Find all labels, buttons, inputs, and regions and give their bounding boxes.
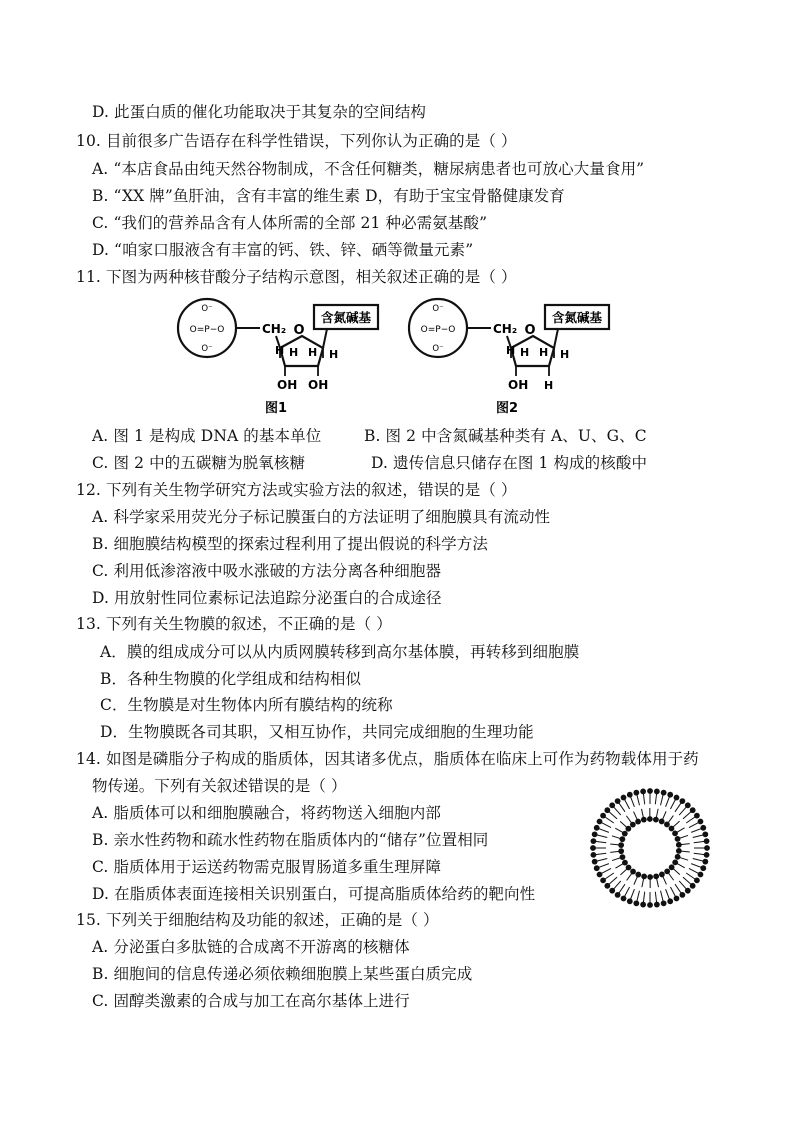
q14-option-d: D. 在脂质体表面连接相关识别蛋白，可提高脂质体给药的靶向性: [92, 885, 536, 903]
q10-option-b: B. “XX 牌”鱼肝油，含有丰富的维生素 D，有助于宝宝骨骼健康发育: [92, 187, 565, 205]
q15-option-c: C. 固醇类激素的合成与加工在高尔基体上进行: [92, 992, 410, 1010]
inner-phospholipid-head: [664, 868, 670, 874]
nucleotide-figure-2: [409, 299, 609, 416]
outer-phospholipid-head: [615, 798, 621, 804]
q15-stem: 15. 下列关于细胞结构及功能的叙述，正确的是（ ）: [76, 911, 439, 929]
outer-phospholipid-head: [647, 788, 653, 794]
inner-phospholipid-head: [653, 873, 659, 879]
inner-phospholipid-head: [672, 830, 678, 836]
inner-phospholipid-head: [675, 836, 681, 842]
inner-phospholipid-head: [676, 842, 682, 848]
inner-phospholipid-head: [675, 854, 681, 860]
outer-phospholipid-head: [592, 831, 598, 837]
outer-phospholipid-head: [592, 859, 598, 865]
q11-stem: 11. 下图为两种核苷酸分子结构示意图，相关叙述正确的是（ ）: [76, 268, 517, 286]
q14-option-a: A. 脂质体可以和细胞膜融合，将药物送入细胞内部: [92, 804, 441, 822]
outer-phospholipid-head: [685, 802, 691, 808]
outer-phospholipid-head: [704, 838, 710, 844]
outer-phospholipid-head: [591, 852, 597, 858]
q15-option-b: B. 细胞间的信息传递必须依赖细胞膜上某些蛋白质完成: [92, 965, 473, 983]
nucleotide-figure: [176, 296, 622, 420]
inner-phospholipid-head: [659, 872, 665, 878]
q13-stem: 13. 下列有关生物膜的叙述，不正确的是（ ）: [76, 615, 392, 633]
inner-phospholipid-head: [669, 864, 675, 870]
outer-phospholipid-head: [594, 865, 600, 871]
q10-option-a: A. “本店食品由纯天然谷物制成，不含任何糖类，糖尿病患者也可放心大量食用”: [92, 160, 645, 178]
outer-phospholipid-head: [700, 865, 706, 871]
q13-option-c: C．生物膜是对生物体内所有膜结构的统称: [100, 696, 393, 714]
outer-phospholipid-head: [654, 902, 660, 908]
outer-phospholipid-head: [615, 892, 621, 898]
outer-phospholipid-head: [674, 795, 680, 801]
phosphate-bottom-o-2: O⁻: [432, 344, 444, 354]
q12-stem: 12. 下列有关生物学研究方法或实验方法的叙述，错误的是（ ）: [76, 481, 517, 499]
outer-phospholipid-head: [633, 790, 639, 796]
oh-label-1b: OH: [308, 378, 329, 392]
q11-option-a: A. 图 1 是构成 DNA 的基本单位: [92, 427, 322, 445]
h-label-1b: H: [329, 348, 339, 361]
figure-2-caption: 图2: [495, 401, 519, 416]
phosphate-top-o-2: O⁻: [432, 304, 444, 314]
inner-phospholipid-head: [635, 819, 641, 825]
outer-phospholipid-head: [661, 790, 667, 796]
q14-stem-line-1: 14. 如图是磷脂分子构成的脂质体，因其诸多优点，脂质体在临床上可作为药物载体用于药: [76, 750, 699, 768]
ch2-label-1: CH₂: [262, 322, 287, 336]
outer-phospholipid-head: [700, 825, 706, 831]
outer-phospholipid-head: [600, 813, 606, 819]
inner-phospholipid-head: [630, 869, 636, 875]
inner-phospholipid-head: [653, 817, 659, 823]
inner-phospholipid-head: [618, 848, 624, 854]
q13-option-a: A．膜的组成成分可以从内质网膜转移到高尔基体膜，再转移到细胞膜: [100, 643, 580, 661]
q12-option-d: D. 用放射性同位素标记法追踪分泌蛋白的合成途径: [92, 589, 442, 607]
outer-phospholipid-head: [661, 900, 667, 906]
nucleotide-figure-1: [178, 299, 378, 416]
inner-phospholipid-head: [630, 822, 636, 828]
outer-phospholipid-head: [597, 872, 603, 878]
q11-option-b: B. 图 2 中含氮碱基种类有 A、U、G、C: [364, 427, 647, 445]
inner-phospholipid-head: [618, 842, 624, 848]
oh-label-2: OH: [508, 378, 529, 392]
phosphate-core-1: O=P−O: [189, 325, 225, 335]
outer-phospholipid-head: [685, 888, 691, 894]
inner-phospholipid-head: [641, 817, 647, 823]
outer-phospholipid-head: [609, 802, 615, 808]
outer-phospholipid-head: [704, 845, 710, 851]
outer-phospholipid-head: [621, 896, 627, 902]
inner-phospholipid-head: [641, 873, 647, 879]
h-label-2e: H: [544, 379, 554, 392]
outer-phospholipid-head: [694, 877, 700, 883]
q10-option-d: D. “咱家口服液含有丰富的钙、铁、锌、硒等微量元素”: [92, 241, 474, 259]
inner-phospholipid-head: [669, 826, 675, 832]
phosphate-core-2: O=P−O: [420, 325, 456, 335]
outer-phospholipid-head: [667, 792, 673, 798]
inner-phospholipid-head: [659, 819, 665, 825]
outer-phospholipid-head: [621, 795, 627, 801]
q12-option-b: B. 细胞膜结构模型的探索过程利用了提出假说的科学方法: [92, 535, 488, 553]
base-label-1: 含氮碱基: [320, 310, 372, 325]
liposome-diagram: [588, 786, 712, 910]
inner-phospholipid-head: [622, 831, 628, 837]
q15-option-a: A. 分泌蛋白多肽链的合成离不开游离的核糖体: [92, 938, 410, 956]
outer-phospholipid-head: [690, 807, 696, 813]
outer-phospholipid-head: [600, 877, 606, 883]
inner-phospholipid-head: [620, 854, 626, 860]
ring-oxygen-1: O: [293, 323, 305, 338]
outer-phospholipid-head: [654, 789, 660, 795]
oh-label-1a: OH: [277, 378, 298, 392]
outer-phospholipid-head: [667, 898, 673, 904]
q10-option-c: C. “我们的营养品含有人体所需的全部 21 种必需氨基酸”: [92, 214, 488, 232]
outer-phospholipid-head: [679, 798, 685, 804]
h-label-1d: H: [308, 346, 318, 359]
outer-phospholipid-head: [640, 789, 646, 795]
q11-option-c: C. 图 2 中的五碳糖为脱氧核糖: [92, 454, 306, 472]
outer-phospholipid-head: [690, 883, 696, 889]
h-label-2d: H: [539, 346, 549, 359]
q9-option-d: D. 此蛋白质的催化功能取决于其复杂的空间结构: [92, 103, 427, 121]
inner-phospholipid-head: [626, 865, 632, 871]
h-label-2b: H: [560, 348, 570, 361]
inner-phospholipid-head: [672, 859, 678, 865]
outer-phospholipid-head: [698, 819, 704, 825]
outer-phospholipid-head: [694, 813, 700, 819]
outer-phospholipid-head: [679, 892, 685, 898]
q14-stem-line-2: 物传递。下列有关叙述错误的是（ ）: [92, 777, 347, 795]
ch2-label-2: CH₂: [493, 322, 518, 336]
q13-option-b: B．各种生物膜的化学组成和结构相似: [100, 670, 362, 688]
q11-option-d: D. 遗传信息只储存在图 1 构成的核酸中: [371, 454, 648, 472]
outer-phospholipid-head: [704, 852, 710, 858]
outer-phospholipid-head: [674, 896, 680, 902]
inner-phospholipid-head: [619, 836, 625, 842]
inner-phospholipid-head: [664, 822, 670, 828]
phosphate-top-o-1: O⁻: [201, 304, 213, 314]
outer-phospholipid-head: [640, 902, 646, 908]
outer-phospholipid-head: [698, 872, 704, 878]
q10-stem: 10. 目前很多广告语存在科学性错误，下列你认为正确的是（ ）: [76, 132, 517, 150]
outer-phospholipid-head: [591, 838, 597, 844]
outer-phospholipid-head: [597, 819, 603, 825]
outer-phospholipid-head: [604, 807, 610, 813]
q12-option-a: A. 科学家采用荧光分子标记膜蛋白的方法证明了细胞膜具有流动性: [92, 508, 551, 526]
outer-phospholipid-head: [627, 792, 633, 798]
h-label-1a: H: [275, 344, 285, 357]
inner-phospholipid-head: [622, 860, 628, 866]
figure-1-caption: 图1: [264, 401, 288, 416]
outer-phospholipid-head: [627, 898, 633, 904]
q13-option-d: D．生物膜既各司其职，又相互协作，共同完成细胞的生理功能: [100, 723, 534, 741]
inner-phospholipid-head: [647, 816, 653, 822]
phosphate-bottom-o-1: O⁻: [201, 344, 213, 354]
outer-phospholipid-head: [609, 888, 615, 894]
q14-option-b: B. 亲水性药物和疏水性药物在脂质体内的“储存”位置相同: [92, 831, 489, 849]
inner-phospholipid-head: [635, 872, 641, 878]
inner-phospholipid-head: [647, 874, 653, 880]
outer-phospholipid-head: [633, 900, 639, 906]
outer-phospholipid-head: [590, 845, 596, 851]
inner-phospholipid-head: [625, 826, 631, 832]
q14-option-c: C. 脂质体用于运送药物需克服胃肠道多重生理屏障: [92, 858, 442, 876]
h-label-2c: H: [520, 346, 530, 359]
outer-phospholipid-head: [702, 859, 708, 865]
q12-option-c: C. 利用低渗溶液中吸水涨破的方法分离各种细胞器: [92, 562, 442, 580]
h-label-1c: H: [289, 346, 299, 359]
outer-phospholipid-head: [647, 902, 653, 908]
base-label-2: 含氮碱基: [551, 310, 603, 325]
outer-phospholipid-head: [594, 825, 600, 831]
outer-phospholipid-head: [604, 883, 610, 889]
h-label-2a: H: [506, 344, 516, 357]
outer-phospholipid-head: [702, 831, 708, 837]
inner-phospholipid-head: [676, 848, 682, 854]
ring-oxygen-2: O: [524, 323, 536, 338]
